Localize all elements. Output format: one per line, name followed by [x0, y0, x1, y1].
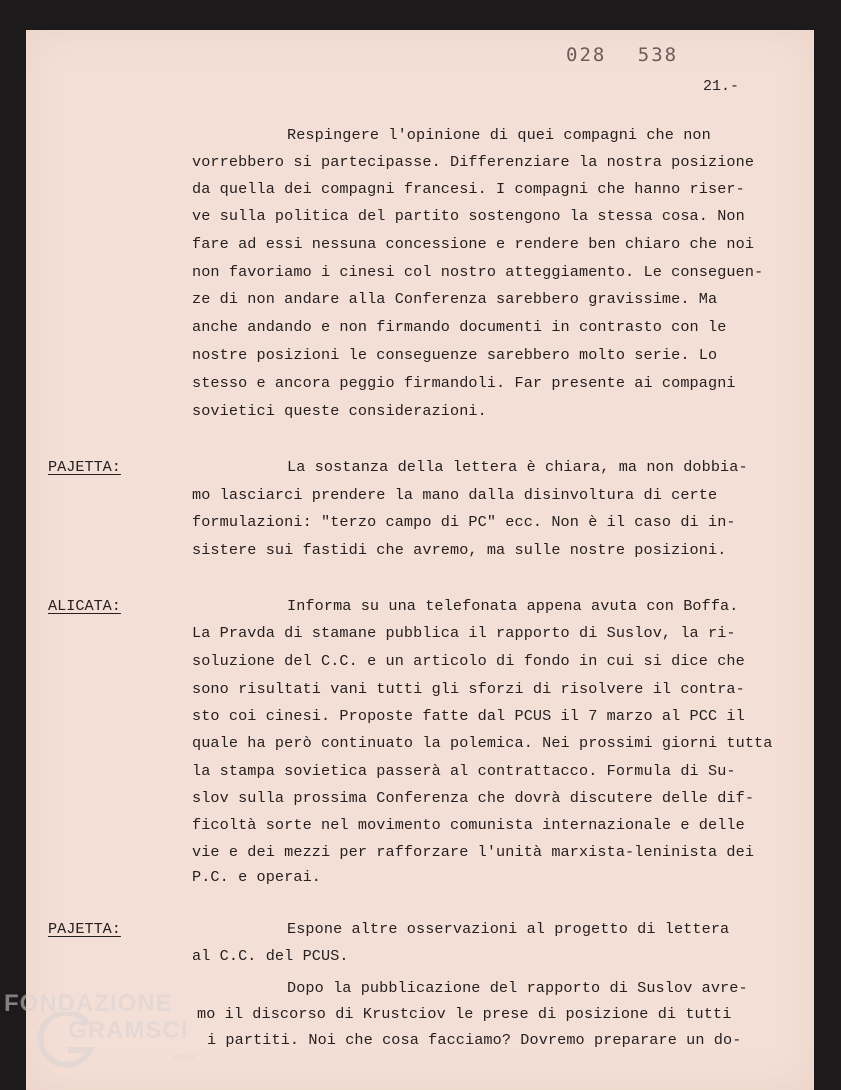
watermark-line-3: onlus	[174, 1052, 196, 1062]
text-line: sono risultati vani tutti gli sforzi di risolvere il contra-	[192, 680, 745, 698]
text-line: La sostanza della lettera è chiara, ma non dobbia-	[287, 458, 748, 476]
text-line: da quella dei compagni francesi. I compagni che hanno riser-	[192, 180, 745, 198]
watermark-line-1: FONDAZIONE	[4, 990, 173, 1017]
text-line: Respingere l'opinione di quei compagni che non	[287, 126, 711, 144]
text-line: fare ad essi nessuna concessione e rendere ben chiaro che noi	[192, 235, 755, 253]
text-line: slov sulla prossima Conferenza che dovrà discutere delle dif-	[192, 789, 755, 807]
fondazione-gramsci-watermark	[4, 990, 204, 1070]
text-line: Dopo la pubblicazione del rapporto di Suslov avre-	[287, 979, 748, 997]
text-line: P.C. e operai.	[192, 868, 321, 886]
text-line: i partiti. Noi che cosa facciamo? Dovremo preparare un do-	[207, 1031, 742, 1049]
text-line: mo lasciarci prendere la mano dalla disinvoltura di certe	[192, 486, 718, 504]
text-line: sto coi cinesi. Proposte fatte dal PCUS il 7 marzo al PCC il	[192, 707, 745, 725]
speaker-label: PAJETTA:	[48, 458, 121, 476]
text-line: al C.C. del PCUS.	[192, 947, 349, 965]
text-line: vorrebbero si partecipasse. Differenziare la nostra posizione	[192, 153, 755, 171]
text-line: ficoltà sorte nel movimento comunista internazionale e delle	[192, 816, 745, 834]
archive-stamp-number: 028 538	[566, 44, 679, 66]
text-line: mo il discorso di Krustciov le prese di posizione di tutti	[197, 1005, 732, 1023]
text-line: nostre posizioni le conseguenze sarebbero molto serie. Lo	[192, 346, 718, 364]
text-line: ze di non andare alla Conferenza sarebbero gravissime. Ma	[192, 290, 718, 308]
text-line: Informa su una telefonata appena avuta con Boffa.	[287, 597, 739, 615]
text-line: la stampa sovietica passerà al contrattacco. Formula di Su-	[192, 762, 736, 780]
text-line: non favoriamo i cinesi col nostro atteggiamento. Le conseguen-	[192, 263, 764, 281]
text-line: quale ha però continuato la polemica. Nei prossimi giorni tutta	[192, 734, 773, 752]
text-line: anche andando e non firmando documenti in contrasto con le	[192, 318, 727, 336]
speaker-label: ALICATA:	[48, 597, 121, 615]
text-line: La Pravda di stamane pubblica il rapporto di Suslov, la ri-	[192, 624, 736, 642]
text-line: sovietici queste considerazioni.	[192, 402, 487, 420]
speaker-label: PAJETTA:	[48, 920, 121, 938]
text-line: ve sulla politica del partito sostengono la stessa cosa. Non	[192, 207, 745, 225]
text-line: Espone altre osservazioni al progetto di lettera	[287, 920, 730, 938]
text-line: stesso e ancora peggio firmandoli. Far presente ai compagni	[192, 374, 736, 392]
watermark-line-2: GRAMSCI	[68, 1017, 189, 1044]
text-line: vie e dei mezzi per rafforzare l'unità marxista-leninista dei	[192, 843, 755, 861]
text-line: soluzione del C.C. e un articolo di fondo in cui si dice che	[192, 652, 745, 670]
text-line: formulazioni: "terzo campo di PC" ecc. Non è il caso di in-	[192, 513, 736, 531]
page-number: 21.-	[703, 78, 740, 95]
text-line: sistere sui fastidi che avremo, ma sulle nostre posizioni.	[192, 541, 727, 559]
